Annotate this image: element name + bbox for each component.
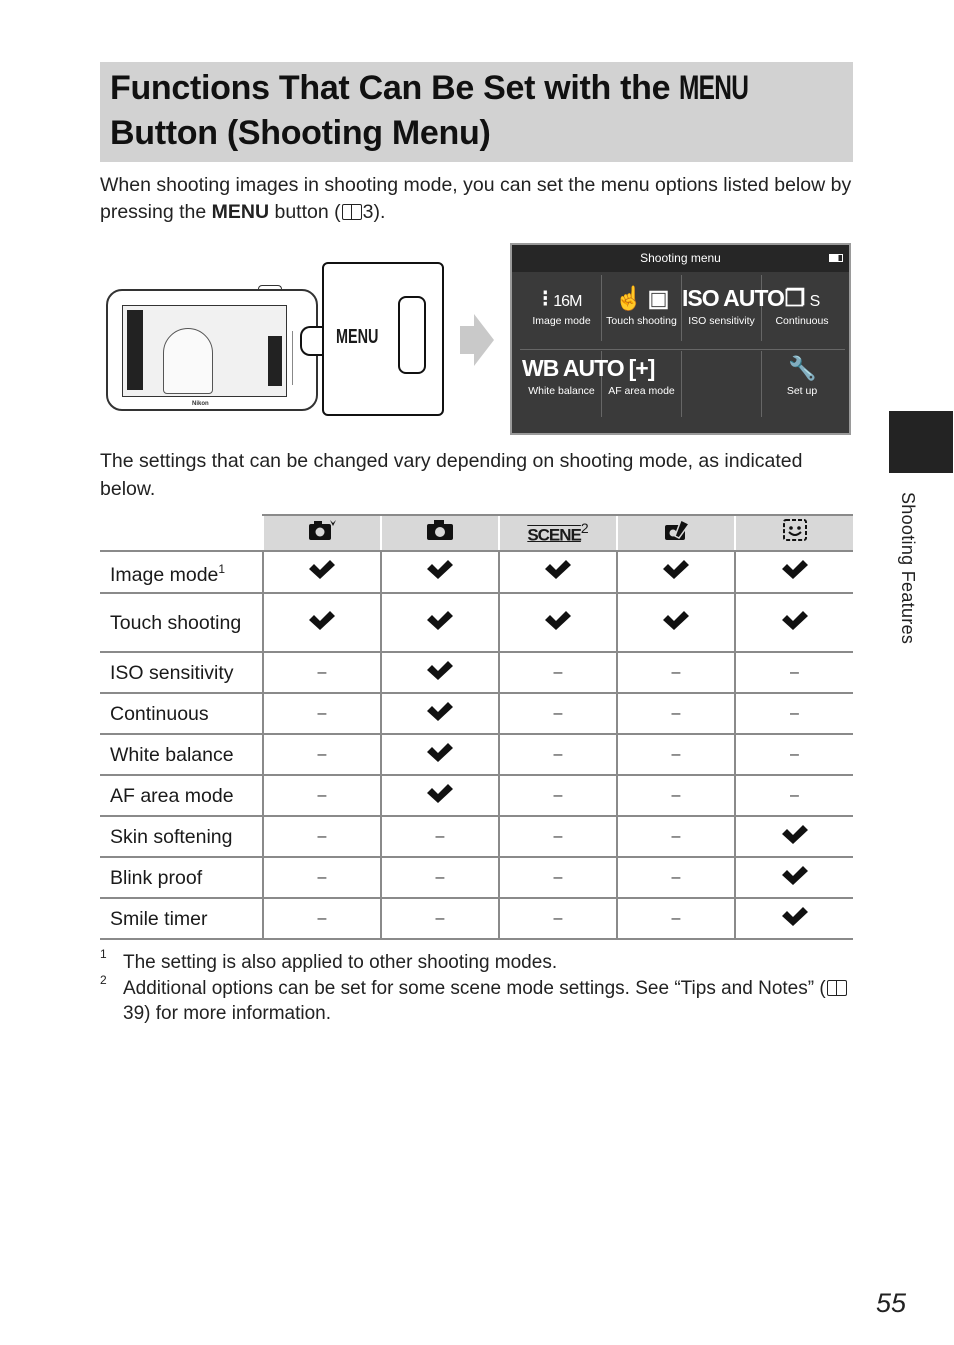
menu-item-label: Image mode bbox=[532, 315, 591, 327]
menu-item-label: Touch shooting bbox=[606, 315, 677, 327]
table-cell bbox=[381, 775, 499, 816]
table-cell bbox=[263, 593, 381, 652]
check-icon bbox=[780, 823, 810, 845]
menu-item-label: White balance bbox=[528, 385, 595, 397]
check-icon bbox=[543, 609, 573, 631]
shooting-mode-table bbox=[100, 514, 853, 940]
check-icon bbox=[425, 659, 455, 681]
section-tab-marker bbox=[889, 411, 953, 473]
wrench-icon: 🔧 bbox=[788, 355, 816, 381]
check-icon bbox=[425, 782, 455, 804]
check-icon bbox=[425, 741, 455, 763]
shooting-menu-screen bbox=[510, 243, 851, 435]
table-cell: – bbox=[499, 652, 617, 693]
page-title bbox=[110, 66, 843, 156]
table-cell: – bbox=[735, 652, 853, 693]
check-icon bbox=[307, 609, 337, 631]
page-title-box bbox=[100, 62, 853, 162]
camera-brand: Nikon bbox=[192, 401, 209, 407]
table-cell: – bbox=[499, 816, 617, 857]
table-cell bbox=[735, 593, 853, 652]
table-cell bbox=[381, 652, 499, 693]
col-easy-auto bbox=[263, 515, 381, 551]
table-cell: – bbox=[499, 898, 617, 939]
menu-screen-header: Shooting menu bbox=[512, 245, 849, 272]
footnote-ref: 1 bbox=[218, 562, 226, 576]
iso-auto-icon: ISO AUTO bbox=[682, 285, 784, 311]
touch-shooting-icon: ☝ ▣ bbox=[614, 285, 669, 311]
check-icon bbox=[425, 609, 455, 631]
table-row bbox=[100, 693, 853, 734]
menu-item-set-up[interactable] bbox=[762, 351, 842, 417]
af-area-icon: [+] bbox=[628, 355, 655, 381]
table-cell bbox=[735, 898, 853, 939]
intro-paragraph bbox=[100, 172, 860, 226]
continuous-icon: ❐ S bbox=[784, 285, 820, 311]
table-cell: – bbox=[735, 734, 853, 775]
col-auto bbox=[381, 515, 499, 551]
check-icon bbox=[780, 558, 810, 580]
col-special-effects bbox=[617, 515, 735, 551]
image-mode-icon: ⁝ 16M bbox=[541, 285, 582, 311]
menu-button-glyph: MENU bbox=[211, 201, 270, 223]
table-cell: – bbox=[617, 775, 735, 816]
menu-item-touch-shooting[interactable] bbox=[602, 275, 682, 341]
table-cell bbox=[617, 551, 735, 593]
screen-right-icons bbox=[268, 336, 282, 386]
table-cell bbox=[263, 551, 381, 593]
table-cell: – bbox=[381, 898, 499, 939]
table-cell: – bbox=[617, 898, 735, 939]
shutter-button bbox=[258, 285, 282, 291]
section-side-label bbox=[896, 492, 920, 672]
menu-button-label: MENU bbox=[336, 326, 379, 348]
intro-paragraph-2: The settings that can be changed vary depending on shooting mode, as indicated below. bbox=[100, 450, 803, 500]
table-cell: – bbox=[381, 816, 499, 857]
table-row bbox=[100, 652, 853, 693]
table-cell: – bbox=[263, 898, 381, 939]
row-label: Continuous bbox=[100, 693, 263, 734]
menu-glyph: MENU bbox=[679, 69, 749, 107]
screen-left-icons bbox=[127, 310, 143, 390]
row-label: Touch shooting bbox=[100, 593, 263, 652]
row-label: Image mode$^1$ bbox=[100, 551, 263, 593]
table-cell bbox=[499, 593, 617, 652]
check-icon bbox=[780, 864, 810, 886]
table-cell: – bbox=[735, 775, 853, 816]
table-cell: – bbox=[263, 652, 381, 693]
table-row bbox=[100, 816, 853, 857]
row-label: Skin softening bbox=[100, 816, 263, 857]
menu-item-empty bbox=[682, 351, 762, 417]
check-icon bbox=[780, 905, 810, 927]
portrait-subject bbox=[163, 328, 213, 394]
table-cell bbox=[381, 693, 499, 734]
scene-footnote-ref: 2 bbox=[580, 519, 589, 536]
table-cell bbox=[617, 593, 735, 652]
check-icon bbox=[661, 558, 691, 580]
table-cell bbox=[735, 551, 853, 593]
row-label: Smile timer bbox=[100, 898, 263, 939]
table-cell: – bbox=[617, 693, 735, 734]
footnote-page-ref[interactable]: 39 bbox=[123, 1003, 145, 1024]
menu-divider bbox=[520, 349, 845, 350]
intro-page-ref[interactable]: 3 bbox=[362, 201, 374, 223]
battery-icon bbox=[829, 254, 843, 262]
section-label-text: Shooting Features bbox=[898, 492, 918, 645]
table-cell: – bbox=[499, 693, 617, 734]
row-label: ISO sensitivity bbox=[100, 652, 263, 693]
table-cell: – bbox=[263, 693, 381, 734]
table-cell: – bbox=[263, 857, 381, 898]
table-row bbox=[100, 775, 853, 816]
col-smart-portrait bbox=[735, 515, 853, 551]
zoom-connector bbox=[300, 326, 324, 356]
row-label: Blink proof bbox=[100, 857, 263, 898]
table-cell bbox=[499, 551, 617, 593]
book-reference-icon bbox=[827, 980, 847, 996]
scene-mode-icon: SCENE bbox=[527, 525, 581, 545]
menu-item-label: AF area mode bbox=[608, 385, 675, 397]
footnote-text: Additional options can be set for some scene mode settings. See “Tips and Notes” (39) for more information. bbox=[123, 976, 863, 1026]
table-cell: – bbox=[381, 857, 499, 898]
easy-auto-mode-icon bbox=[307, 518, 337, 542]
footnote-text: The setting is also applied to other shooting modes. bbox=[123, 952, 558, 973]
footnote-number: 1 bbox=[100, 947, 107, 961]
menu-button-zoom bbox=[322, 262, 444, 416]
table-cell bbox=[381, 551, 499, 593]
menu-button-shape bbox=[398, 296, 426, 374]
arrow-right-icon bbox=[460, 314, 494, 366]
table-row bbox=[100, 898, 853, 939]
table-header-row bbox=[100, 515, 853, 551]
table-cell bbox=[735, 857, 853, 898]
check-icon bbox=[425, 558, 455, 580]
table-cell: – bbox=[735, 693, 853, 734]
table-row bbox=[100, 593, 853, 652]
auto-mode-icon bbox=[425, 518, 455, 542]
table-header-blank bbox=[100, 515, 263, 551]
row-label: AF area mode bbox=[100, 775, 263, 816]
camera-screen bbox=[122, 305, 287, 397]
page-number: 55 bbox=[876, 1288, 907, 1318]
table-cell: – bbox=[263, 816, 381, 857]
row-label: White balance bbox=[100, 734, 263, 775]
table-cell: – bbox=[263, 734, 381, 775]
table-cell: – bbox=[263, 775, 381, 816]
menu-item-label: ISO sensitivity bbox=[688, 315, 755, 327]
menu-item-iso-sensitivity[interactable] bbox=[682, 275, 784, 341]
table-cell: – bbox=[617, 734, 735, 775]
check-icon bbox=[307, 558, 337, 580]
special-effects-icon bbox=[661, 518, 691, 542]
intro-text-3: ). bbox=[373, 201, 386, 223]
menu-item-label: Continuous bbox=[775, 315, 829, 327]
menu-item-label: Set up bbox=[786, 385, 818, 397]
table-cell bbox=[381, 734, 499, 775]
table-cell bbox=[381, 593, 499, 652]
menu-item-af-area-mode[interactable] bbox=[602, 351, 682, 417]
table-cell: – bbox=[499, 775, 617, 816]
wb-auto-icon: WB AUTO bbox=[522, 355, 624, 381]
check-icon bbox=[661, 609, 691, 631]
title-line1: Functions That Can Be Set with the bbox=[110, 69, 680, 107]
footnote-number: 2 bbox=[100, 973, 107, 987]
table-cell: – bbox=[617, 857, 735, 898]
table-row bbox=[100, 734, 853, 775]
table-cell: – bbox=[617, 652, 735, 693]
table-cell: – bbox=[617, 816, 735, 857]
col-scene bbox=[499, 515, 617, 551]
table-cell: – bbox=[499, 857, 617, 898]
check-icon bbox=[425, 700, 455, 722]
title-line2: Button (Shooting Menu) bbox=[110, 114, 491, 152]
intro-text-1: When shooting images in shooting mode, you can set the menu options listed below by pressing the bbox=[100, 174, 852, 223]
table-row bbox=[100, 857, 853, 898]
menu-item-white-balance[interactable] bbox=[522, 351, 624, 417]
check-icon bbox=[780, 609, 810, 631]
menu-item-image-mode[interactable] bbox=[522, 275, 602, 341]
menu-item-continuous[interactable] bbox=[762, 275, 842, 341]
check-icon bbox=[543, 558, 573, 580]
table-body bbox=[100, 551, 853, 939]
table-cell: – bbox=[499, 734, 617, 775]
smart-portrait-icon bbox=[780, 518, 810, 542]
table-row bbox=[100, 551, 853, 593]
camera-illustration bbox=[106, 289, 318, 411]
table-cell bbox=[735, 816, 853, 857]
book-reference-icon bbox=[342, 204, 362, 220]
intro-text-2: button ( bbox=[269, 201, 341, 223]
